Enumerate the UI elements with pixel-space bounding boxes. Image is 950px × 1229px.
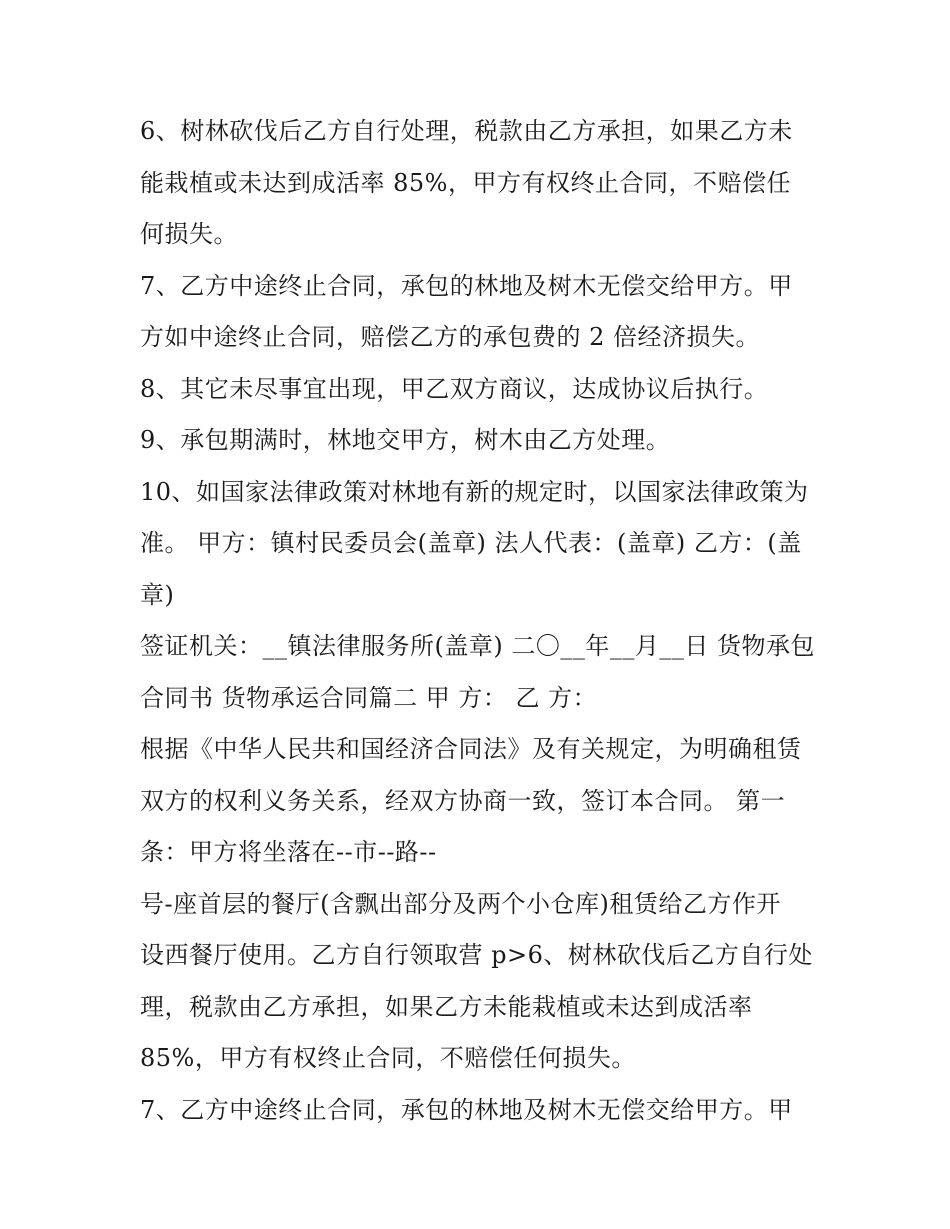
text-line: 能栽植或未达到成活率 85%，甲方有权终止合同，不赔偿任: [140, 168, 791, 197]
text-line: 合同书 货物承运合同篇二 甲 方： 乙 方：: [140, 683, 598, 712]
text-line: 10、如国家法律政策对林地有新的规定时，以国家法律政策为: [140, 477, 809, 506]
text-line: 7、乙方中途终止合同，承包的林地及树木无偿交给甲方。甲: [140, 1095, 793, 1124]
text-line: 6、树林砍伐后乙方自行处理，税款由乙方承担，如果乙方未: [140, 117, 793, 145]
text-line: 条：甲方将坐落在--市--路--: [140, 838, 437, 866]
text-line: 设西餐厅使用。乙方自行领取营 p>6、树林砍伐后乙方自行处: [140, 941, 813, 969]
text-line: 准。 甲方：镇村民委员会(盖章) 法人代表：(盖章) 乙方：(盖: [140, 529, 802, 557]
text-line: 双方的权利义务关系，经双方协商一致，签订本合同。 第一: [140, 786, 786, 815]
text-line: 7、乙方中途终止合同，承包的林地及树木无偿交给甲方。甲: [140, 271, 793, 300]
text-line: 根据《中华人民共和国经济合同法》及有关规定，为明确租赁: [140, 735, 802, 763]
text-line: 85%，甲方有权终止合同，不赔偿任何损失。: [140, 1044, 636, 1072]
text-line: 签证机关：__镇法律服务所(盖章) 二〇__年__月__日 货物承包: [140, 632, 815, 660]
text-line: 9、承包期满时，林地交甲方，树木由乙方处理。: [140, 426, 671, 454]
text-line: 号-座首层的餐厅(含飘出部分及两个小仓库)租赁给乙方作开: [140, 889, 781, 918]
text-line: 章): [140, 580, 175, 609]
text-line: 何损失。: [140, 220, 238, 248]
document-body: [140, 106, 820, 1136]
text-line: 理，税款由乙方承担，如果乙方未能栽植或未达到成活率: [140, 992, 753, 1021]
text-line: 方如中途终止合同，赔偿乙方的承包费的 2 倍经济损失。: [140, 323, 761, 351]
text-line: 8、其它未尽事宜出现，甲乙双方商议，达成协议后执行。: [140, 374, 769, 403]
